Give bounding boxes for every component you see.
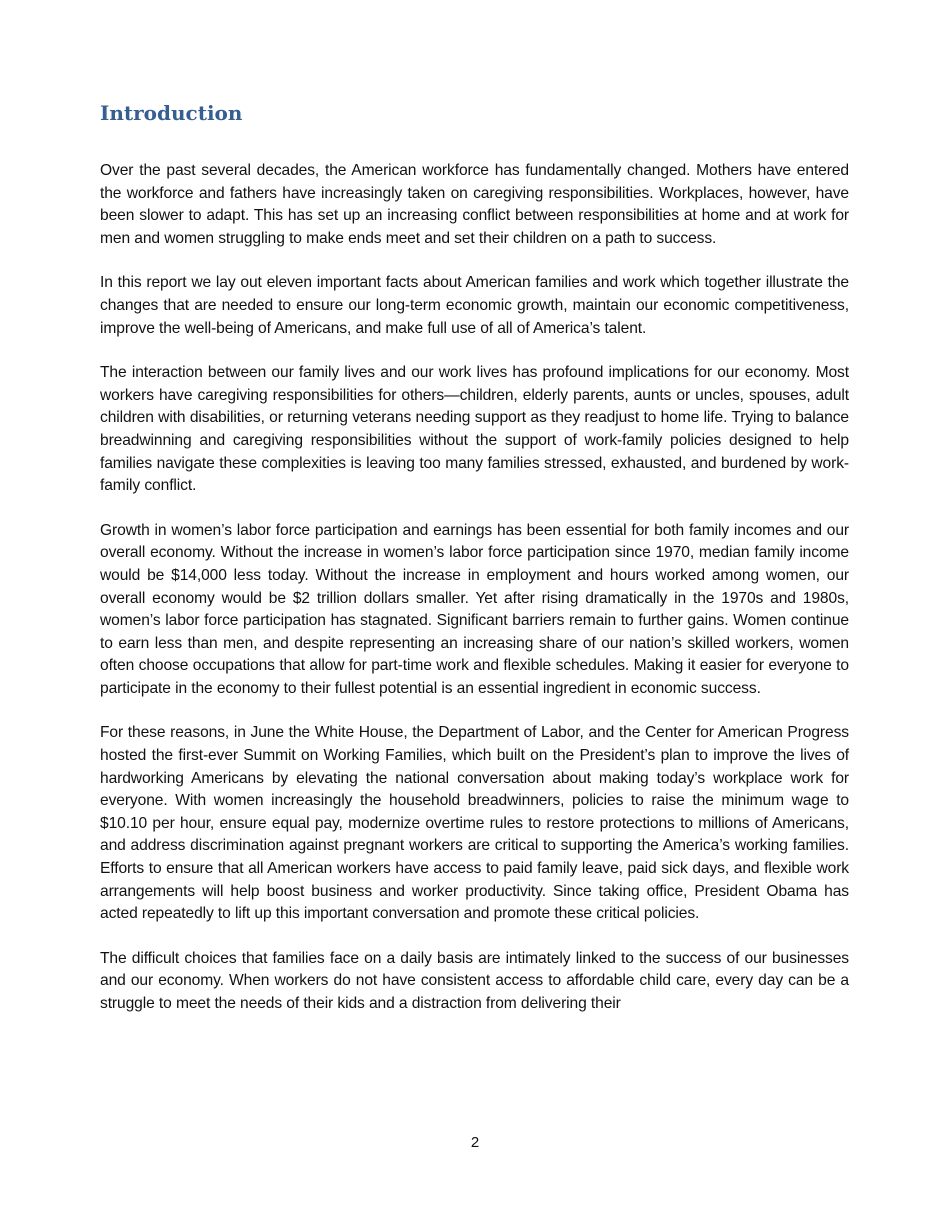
paragraph-1: Over the past several decades, the American workforce has fundamentally changed. Mothers have entered the workforce and fathers have increasingly taken on caregiving responsibilities. Workplaces, however, have been slower to adapt. This has set up an increasing conflict between responsibilities at home and at work for men and women struggling to make ends meet and set their children on a path to success. (100, 162, 849, 247)
paragraph-5: For these reasons, in June the White House, the Department of Labor, and the Center for American Progress hosted the first-ever Summit on Working Families, which built on the President’s plan to improve the lives of hardworking Americans by elevating the national conversation about making today’s workplace work for everyone. With women increasingly the household breadwinners, policies to raise the minimum wage to $10.10 per hour, ensure equal pay, modernize overtime rules to restore protections to millions of Americans, and address discrimination against pregnant workers are critical to supporting the America’s working families. Efforts to ensure that all American workers have access to paid family leave, paid sick days, and flexible work arrangements will help boost business and worker productivity. Since taking office, President Obama has acted repeatedly to lift up this important conversation and promote these critical policies. (100, 724, 849, 923)
paragraph-3: The interaction between our family lives and our work lives has profound implications for our economy. Most workers have caregiving responsibilities for others—children, elderly parents, aunts or uncles, spouses, adult children with disabilities, or returning veterans needing support as they readjust to home life. Trying to balance breadwinning and caregiving responsibilities without the support of work-family policies designed to help families navigate these complexities is leaving too many families stressed, exhausted, and burdened by work-family conflict. (100, 364, 849, 495)
paragraph-2: In this report we lay out eleven important facts about American families and work which together illustrate the changes that are needed to ensure our long-term economic growth, maintain our economic competitiveness, improve the well-being of Americans, and make full use of all of America’s talent. (100, 274, 849, 337)
document-page (100, 98, 849, 1038)
paragraph-4: Growth in women’s labor force participation and earnings has been essential for both family incomes and our overall economy. Without the increase in women’s labor force participation since 1970, median family income would be $14,000 less today. Without the increase in employment and hours worked among women, our overall economy would be $2 trillion dollars smaller. Yet after rising dramatically in the 1970s and 1980s, women’s labor force participation has stagnated. Significant barriers remain to further gains. Women continue to earn less than men, and despite representing an increasing share of our nation’s skilled workers, women often choose occupations that allow for part-time work and flexible schedules. Making it easier for everyone to participate in the economy to their fullest potential is an essential ingredient in economic success. (100, 521, 849, 697)
section-heading: Introduction (100, 101, 243, 125)
page-number: 2 (470, 1134, 480, 1151)
paragraph-6: The difficult choices that families face on a daily basis are intimately linked to the success of our businesses and our economy. When workers do not have consistent access to affordable child care, every day can be a struggle to meet the needs of their kids and a distraction from delivering their (100, 949, 849, 1012)
